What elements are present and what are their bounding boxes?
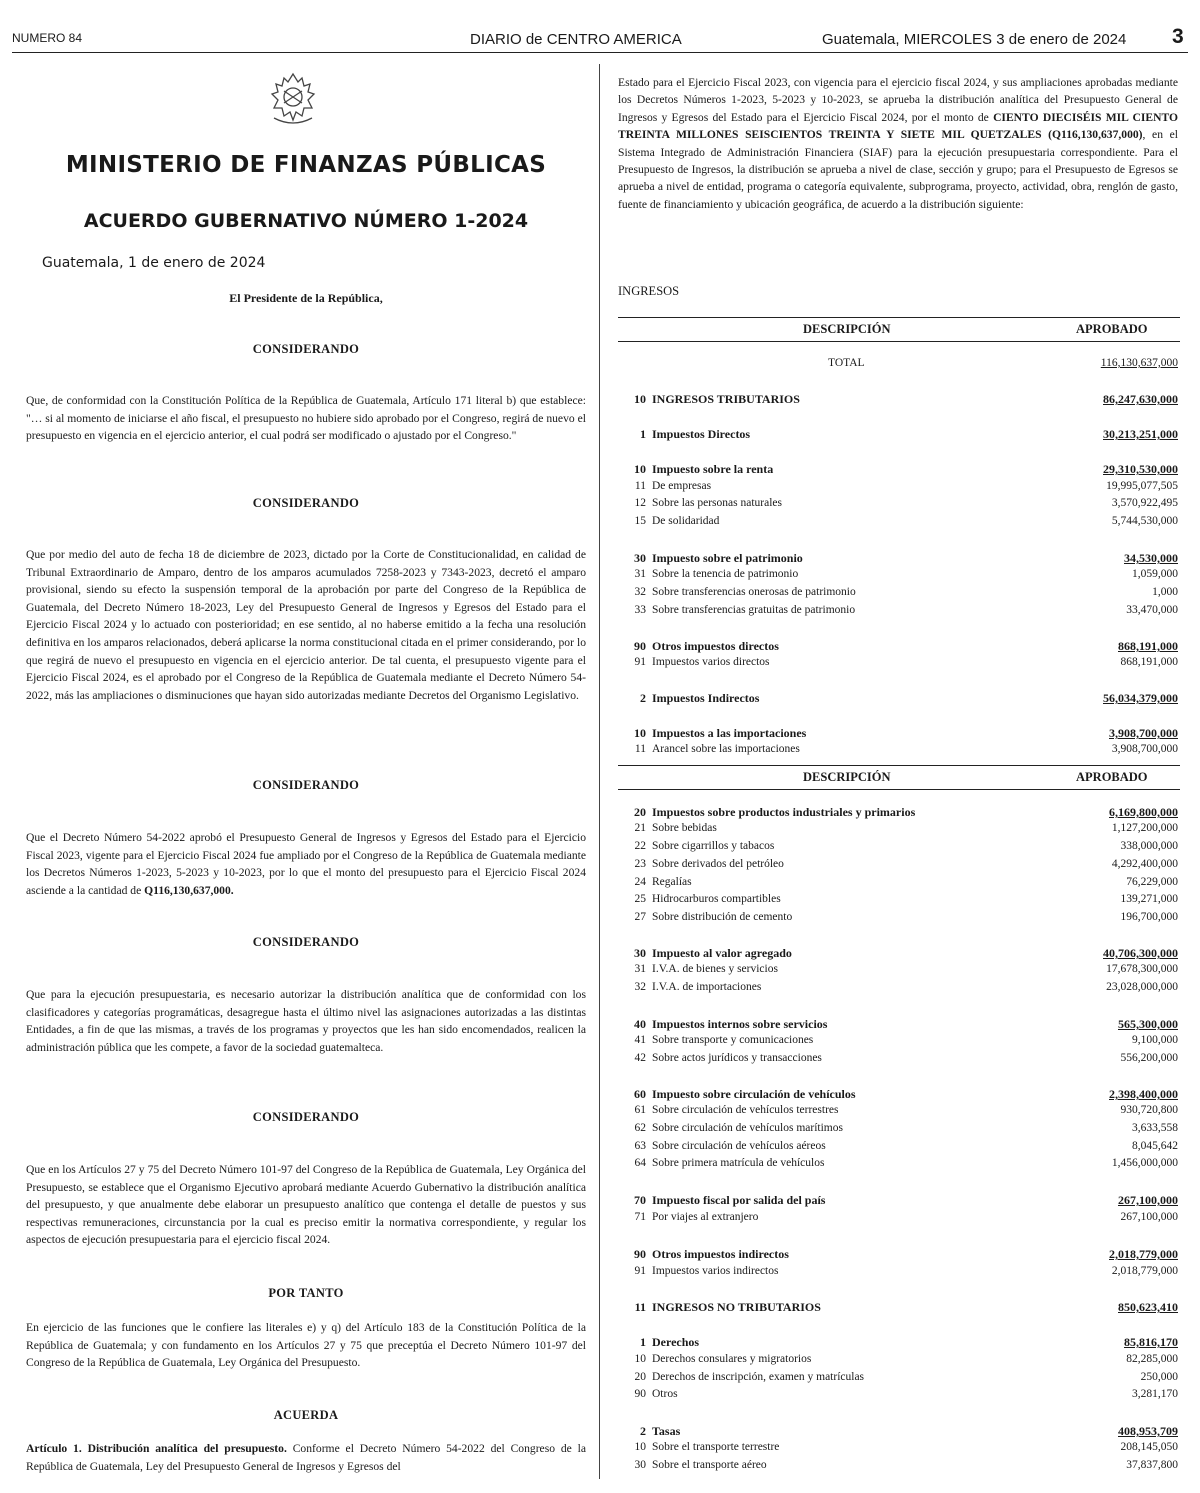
table-row <box>618 1335 1178 1353</box>
table-row <box>618 639 1178 657</box>
table-row <box>618 656 1178 674</box>
table-row <box>618 691 1178 709</box>
row-value: 930,720,800 <box>1120 1104 1178 1116</box>
row-code: 33 <box>634 604 646 616</box>
row-description: Impuesto sobre la renta <box>652 462 774 476</box>
table-row <box>618 1017 1178 1035</box>
row-code: 1 <box>640 427 646 441</box>
row-code: 27 <box>634 911 646 923</box>
row-description: Sobre bebidas <box>652 822 717 834</box>
table-row <box>618 515 1178 533</box>
page-number: 3 <box>1172 25 1184 48</box>
row-description: Impuestos Directos <box>652 427 751 441</box>
row-value: 29,310,530,000 <box>1103 462 1178 476</box>
row-code: 64 <box>634 1157 646 1169</box>
row-code: 10 <box>634 1353 646 1365</box>
row-description: Derechos consulares y migratorios <box>652 1353 812 1365</box>
ingresos-label: INGRESOS <box>618 284 680 298</box>
row-description: Sobre transferencias gratuitas de patrimonio <box>652 604 856 616</box>
table-row <box>618 568 1178 586</box>
table-row <box>618 1247 1178 1265</box>
ministry-title: MINISTERIO DE FINANZAS PÚBLICAS <box>65 152 547 178</box>
row-code: 20 <box>634 1371 646 1383</box>
row-description: De solidaridad <box>652 515 720 527</box>
row-description: Impuestos varios indirectos <box>652 1265 779 1277</box>
row-code: 31 <box>634 963 646 975</box>
table-row <box>618 1424 1178 1442</box>
row-description: Sobre distribución de cemento <box>652 911 793 923</box>
row-code: 62 <box>634 1122 646 1134</box>
considerando-heading-1: CONSIDERANDO <box>252 342 360 356</box>
row-value: 868,191,000 <box>1118 639 1178 653</box>
row-code: 63 <box>634 1140 646 1152</box>
row-code: 2 <box>640 1424 646 1438</box>
por-tanto-text: En ejercicio de las funciones que le confiere las literales e) y q) del Artículo 183 de la Constitución Política de la República de Guatemala; y con fundamento en los Artículos 27 y 75 que preceptúa el Decreto Número 101-97 del Congreso de la República de Guatemala, Ley Orgánica del Presupuesto. <box>26 1321 586 1370</box>
row-description: I.V.A. de importaciones <box>652 981 762 993</box>
row-code: 23 <box>634 858 646 870</box>
row-code: 1 <box>640 1335 646 1349</box>
row-value: 196,700,000 <box>1120 911 1178 923</box>
table-row <box>618 1265 1178 1283</box>
row-code: 90 <box>634 1247 646 1261</box>
table-row <box>618 604 1178 622</box>
table-row <box>618 743 1178 761</box>
page-header <box>12 25 1188 53</box>
acuerda-heading: ACUERDA <box>273 1408 339 1422</box>
row-description: Impuesto sobre circulación de vehículos <box>652 1087 856 1101</box>
row-code: 71 <box>634 1211 646 1223</box>
table-row <box>618 1087 1178 1105</box>
row-description: Sobre primera matrícula de vehículos <box>652 1157 825 1169</box>
row-code: 20 <box>634 805 646 819</box>
row-value: 1,127,200,000 <box>1111 822 1178 834</box>
row-value: 76,229,000 <box>1126 876 1178 888</box>
table-row <box>618 911 1178 929</box>
row-description: Impuesto sobre el patrimonio <box>652 551 803 565</box>
distribution-intro: Estado para el Ejercicio Fiscal 2023, con vigencia para el ejercicio fiscal 2024, y sus ampliaciones aprobadas mediante los Decretos Números 1-2023, 5-2023 y 10-2023, se aprueba la distribución analítica del Presupuesto General de Ingresos y Egresos del Estado para el Ejercicio Fiscal 2024, por el monto de CIENTO DIECISÉIS MIL CIENTO TREINTA MILLONES SEISCIENTOS TREINTA Y SIETE MIL QUETZALES (Q116,130,637,000), en el Sistema Integrado de Administración Financiera (SIAF) para la ejecución presupuestaria correspondiente. Para el Presupuesto de Ingresos, la distribución se aprueba a nivel de clase, sección y grupo; para el Presupuesto de Egresos se aprueba a nivel de entidad, programa o categoría equivalente, subprograma, proyecto, actividad, obra, renglón de gasto, fuente de financiamiento y ubicación geográfica, de acuerdo a la distribución siguiente: <box>618 76 1179 211</box>
row-value: 1,456,000,000 <box>1111 1157 1178 1169</box>
row-value: 208,145,050 <box>1120 1441 1178 1453</box>
table-row <box>618 1441 1178 1459</box>
row-value: 40,706,300,000 <box>1103 946 1178 960</box>
table-row <box>618 1104 1178 1122</box>
coat-of-arms-icon <box>262 68 324 130</box>
row-value: 23,028,000,000 <box>1106 981 1178 993</box>
row-description: Tasas <box>652 1424 681 1438</box>
considerando-text-4: Que para la ejecución presupuestaria, es necesario autorizar la distribución analítica que de conformidad con los clasificadores y categorías programáticas, desagregue hasta el último nivel las asignaciones autorizadas a las distintas Entidades, a fin de que las mismas, a través de los programas y proyectos que les han sido encomendados, realicen la administración pública que les compete, a favor de la sociedad guatemalteca. <box>26 988 586 1054</box>
row-value: 3,281,170 <box>1132 1388 1178 1400</box>
row-description: Impuestos internos sobre servicios <box>652 1017 828 1031</box>
table-row <box>618 1353 1178 1371</box>
table-row-total: TOTAL 116,130,637,000 <box>828 357 1178 369</box>
row-value: 3,908,700,000 <box>1109 726 1178 740</box>
row-value: 82,285,000 <box>1126 1353 1178 1365</box>
row-description: Sobre el transporte terrestre <box>652 1441 780 1453</box>
row-value: 4,292,400,000 <box>1111 858 1178 870</box>
table-row <box>618 981 1178 999</box>
considerando-heading-2: CONSIDERANDO <box>252 496 360 510</box>
col-aprobado: APROBADO <box>1076 322 1148 336</box>
row-description: Sobre el transporte aéreo <box>652 1459 767 1471</box>
row-description: Hidrocarburos compartibles <box>652 893 781 905</box>
table-row <box>618 1052 1178 1070</box>
budget-amount: Q116,130,637,000. <box>144 883 234 897</box>
table-row <box>618 462 1178 480</box>
table-row <box>618 586 1178 604</box>
row-description: Otros <box>652 1388 678 1400</box>
row-value: 30,213,251,000 <box>1103 427 1178 441</box>
table-row <box>618 805 1178 823</box>
table-row <box>618 1034 1178 1052</box>
row-code: 91 <box>634 1265 646 1277</box>
row-code: 90 <box>634 639 646 653</box>
table-row <box>618 963 1178 981</box>
row-code: 15 <box>634 515 646 527</box>
row-code: 12 <box>634 497 646 509</box>
row-description: Impuesto fiscal por salida del país <box>652 1193 826 1207</box>
row-description: Impuestos Indirectos <box>652 691 760 705</box>
issue-number: NUMERO 84 <box>12 31 83 45</box>
row-code: 30 <box>634 551 646 565</box>
table-row <box>618 1140 1178 1158</box>
row-value: 86,247,630,000 <box>1103 392 1178 406</box>
row-value: 338,000,000 <box>1120 840 1178 852</box>
considerando-heading-4: CONSIDERANDO <box>252 935 360 949</box>
article-1-title: Artículo 1. Distribución analítica del presupuesto. <box>26 1442 287 1455</box>
row-value: 3,633,558 <box>1132 1122 1178 1134</box>
row-code: 2 <box>640 691 646 705</box>
por-tanto-heading: POR TANTO <box>268 1286 344 1300</box>
table-row <box>618 1371 1178 1389</box>
row-value: 17,678,300,000 <box>1106 963 1178 975</box>
agreement-title: ACUERDO GUBERNATIVO NÚMERO 1-2024 <box>83 210 529 232</box>
issue-date: Guatemala, MIERCOLES 3 de enero de 2024 <box>822 31 1127 48</box>
row-value: 556,200,000 <box>1120 1052 1178 1064</box>
table-row <box>618 480 1178 498</box>
row-description: Regalías <box>652 876 692 888</box>
row-code: 10 <box>634 462 646 476</box>
row-code: 32 <box>634 981 646 993</box>
considerando-heading-5: CONSIDERANDO <box>252 1110 360 1124</box>
column-divider <box>599 64 600 1479</box>
row-description: De empresas <box>652 480 712 492</box>
col-aprobado-2: APROBADO <box>1076 770 1148 784</box>
row-description: Sobre actos jurídicos y transacciones <box>652 1052 822 1064</box>
row-description: Impuesto al valor agregado <box>652 946 792 960</box>
table-row <box>618 876 1178 894</box>
row-code: 30 <box>634 1459 646 1471</box>
considerando-heading-3: CONSIDERANDO <box>252 778 360 792</box>
row-code: 30 <box>634 946 646 960</box>
row-value: 19,995,077,505 <box>1106 480 1178 492</box>
table-row <box>618 1459 1178 1477</box>
row-code: 22 <box>634 840 646 852</box>
table-row <box>618 822 1178 840</box>
row-value: 2,018,779,000 <box>1111 1265 1178 1277</box>
considerando-text-1: Que, de conformidad con la Constitución Política de la República de Guatemala, Artículo 171 literal b) que establece: "… si al momento de iniciarse el año fiscal, el presupuesto no hubiere sido aprobado por el Congreso, regirá de nuevo el presupuesto en vigencia en el ejercicio anterior, el cual podrá ser modificado o ajustado por el Congreso." <box>26 394 586 443</box>
row-description: Impuestos sobre productos industriales y primarios <box>652 805 916 819</box>
row-code: 10 <box>634 726 646 740</box>
place-date: Guatemala, 1 de enero de 2024 <box>42 255 266 271</box>
considerando-text-2: Que por medio del auto de fecha 18 de diciembre de 2023, dictado por la Corte de Constitucionalidad, en calidad de Tribunal Extraordinario de Amparo, dentro de los amparos acumulados 7258-2023 y 7343-2023, decretó el amparo provisional, siendo su efecto la suspensión temporal de la aprobación por parte del Congreso de la República de Guatemala, del Decreto Número 18-2023, Ley del Presupuesto General de Ingresos y Egresos del Estado para el Ejercicio Fiscal 2024 y lo actuado con posterioridad; en ese sentido, al no haberse emitido a la fecha una resolución definitiva en los amparos relacionados, deberá aplicarse la norma constitucional citada en el primer considerando, por lo que regirá de nuevo el presupuesto en vigencia en el ejercicio anterior. De tal cuenta, el presupuesto vigente para el Ejercicio Fiscal 2024, es el aprobado por el Congreso de la República de Guatemala mediante el Decreto Número 54-2022, más las ampliaciones o disminuciones que hayan sido autorizadas mediante Decretos del Organismo Legislativo. <box>26 548 586 702</box>
row-description: Otros impuestos indirectos <box>652 1247 789 1261</box>
row-value: 850,623,410 <box>1118 1300 1178 1314</box>
row-description: Impuestos a las importaciones <box>652 726 807 740</box>
row-value: 139,271,000 <box>1120 893 1178 905</box>
row-code: 41 <box>634 1034 646 1046</box>
table-row <box>618 1193 1178 1211</box>
row-description: Otros impuestos directos <box>652 639 779 653</box>
table-row <box>618 1388 1178 1406</box>
row-description: INGRESOS TRIBUTARIOS <box>652 392 800 406</box>
table-row <box>618 1157 1178 1175</box>
row-description: Arancel sobre las importaciones <box>652 743 800 755</box>
row-code: 10 <box>634 392 646 406</box>
row-description: I.V.A. de bienes y servicios <box>652 963 778 975</box>
row-value: 9,100,000 <box>1132 1034 1178 1046</box>
row-description: Sobre circulación de vehículos terrestres <box>652 1104 839 1116</box>
table-header-2 <box>618 768 1180 788</box>
row-code: 21 <box>634 822 646 834</box>
row-value: 3,570,922,495 <box>1111 497 1178 509</box>
table-header-1 <box>618 320 1180 340</box>
row-value: 8,045,642 <box>1132 1140 1178 1152</box>
row-code: 11 <box>634 1300 646 1314</box>
table-row <box>618 1211 1178 1229</box>
table-row <box>618 946 1178 964</box>
col-descripcion: DESCRIPCIÓN <box>803 322 891 336</box>
col-descripcion-2: DESCRIPCIÓN <box>803 770 891 784</box>
row-code: 10 <box>634 1441 646 1453</box>
row-code: 91 <box>634 656 646 668</box>
row-description: Impuestos varios directos <box>652 656 770 668</box>
row-code: 90 <box>634 1388 646 1400</box>
article-1-text: Artículo 1. Distribución analítica del presupuesto. Conforme el Decreto Número 54-2022 del Congreso de la República de Guatemala, Ley del Presupuesto General de Ingresos y Egresos del <box>26 1442 586 1473</box>
row-value: 56,034,379,000 <box>1103 691 1178 705</box>
row-description: Derechos de inscripción, examen y matrículas <box>652 1371 865 1383</box>
newspaper-name: DIARIO de CENTRO AMERICA <box>470 31 682 48</box>
row-code: 60 <box>634 1087 646 1101</box>
row-description: Sobre cigarrillos y tabacos <box>652 840 775 852</box>
row-value: 408,953,709 <box>1118 1424 1178 1438</box>
row-code: 61 <box>634 1104 646 1116</box>
table-row <box>618 840 1178 858</box>
considerando-text-5: Que en los Artículos 27 y 75 del Decreto Número 101-97 del Congreso de la República de Guatemala, Ley Orgánica del Presupuesto, se establece que el Organismo Ejecutivo aprobará mediante Acuerdo Gubernativo la distribución analítica del presupuesto, y que anualmente debe elaborar un presupuesto analítico que contenga el detalle de puestos y sus respectivas remuneraciones, circunstancia por la cual es preciso emitir la normativa correspondiente, y regular los aspectos de ejecución presupuestaria para el ejercicio fiscal 2024. <box>26 1163 586 1247</box>
row-description: Sobre las personas naturales <box>652 497 782 509</box>
row-description: Sobre transferencias onerosas de patrimonio <box>652 586 856 598</box>
row-code: 31 <box>634 568 646 580</box>
table-row <box>618 726 1178 744</box>
table-row <box>618 858 1178 876</box>
row-value: 250,000 <box>1140 1371 1178 1383</box>
row-value: 3,908,700,000 <box>1111 743 1178 755</box>
row-value: 267,100,000 <box>1120 1211 1178 1223</box>
row-code: 40 <box>634 1017 646 1031</box>
total-amount-words: CIENTO DIECISÉIS MIL CIENTO TREINTA MILLONES SEISCIENTOS TREINTA Y SIETE MIL QUETZALES (Q116,130,637,000) <box>618 110 1179 142</box>
row-description: Por viajes al extranjero <box>652 1211 759 1223</box>
row-description: Derechos <box>652 1335 700 1349</box>
row-value: 6,169,800,000 <box>1109 805 1178 819</box>
row-description: Sobre la tenencia de patrimonio <box>652 568 799 580</box>
table-row <box>618 551 1178 569</box>
row-description: Sobre circulación de vehículos marítimos <box>652 1122 843 1134</box>
row-value: 33,470,000 <box>1126 604 1178 616</box>
row-code: 70 <box>634 1193 646 1207</box>
considerando-text-3: Que el Decreto Número 54-2022 aprobó el Presupuesto General de Ingresos y Egresos del Estado para el Ejercicio Fiscal 2023, vigente para el Ejercicio Fiscal 2024 fue ampliado por el Congreso de la República de Guatemala mediante los Decretos Números 1-2023, 5-2023 y 10-2023, por lo que el monto del presupuesto para el Ejercicio Fiscal 2024 asciende a la cantidad de Q116,130,637,000. <box>26 831 586 897</box>
row-code: 11 <box>634 743 646 755</box>
row-value: 2,018,779,000 <box>1109 1247 1178 1261</box>
row-value: 5,744,530,000 <box>1111 515 1178 527</box>
row-value: 37,837,800 <box>1126 1459 1178 1471</box>
row-value: 2,398,400,000 <box>1109 1087 1178 1101</box>
row-code: 42 <box>634 1052 646 1064</box>
table-row <box>618 1122 1178 1140</box>
row-description: Sobre transporte y comunicaciones <box>652 1034 814 1046</box>
table-row <box>618 1300 1178 1318</box>
row-code: 32 <box>634 586 646 598</box>
row-value: 565,300,000 <box>1118 1017 1178 1031</box>
row-code: 11 <box>634 480 646 492</box>
row-value: 868,191,000 <box>1120 656 1178 668</box>
row-value: 34,530,000 <box>1124 551 1178 565</box>
president-line: El Presidente de la República, <box>229 291 383 305</box>
row-description: Sobre circulación de vehículos aéreos <box>652 1140 826 1152</box>
table-row <box>618 497 1178 515</box>
row-value: 85,816,170 <box>1124 1335 1178 1349</box>
row-description: Sobre derivados del petróleo <box>652 858 784 870</box>
table-row <box>618 392 1178 410</box>
row-value: 1,000 <box>1152 586 1178 598</box>
row-value: 1,059,000 <box>1132 568 1178 580</box>
table-row <box>618 427 1178 445</box>
row-value: 267,100,000 <box>1118 1193 1178 1207</box>
row-code: 25 <box>634 893 646 905</box>
table-row <box>618 893 1178 911</box>
row-code: 24 <box>634 876 646 888</box>
row-description: INGRESOS NO TRIBUTARIOS <box>652 1300 821 1314</box>
